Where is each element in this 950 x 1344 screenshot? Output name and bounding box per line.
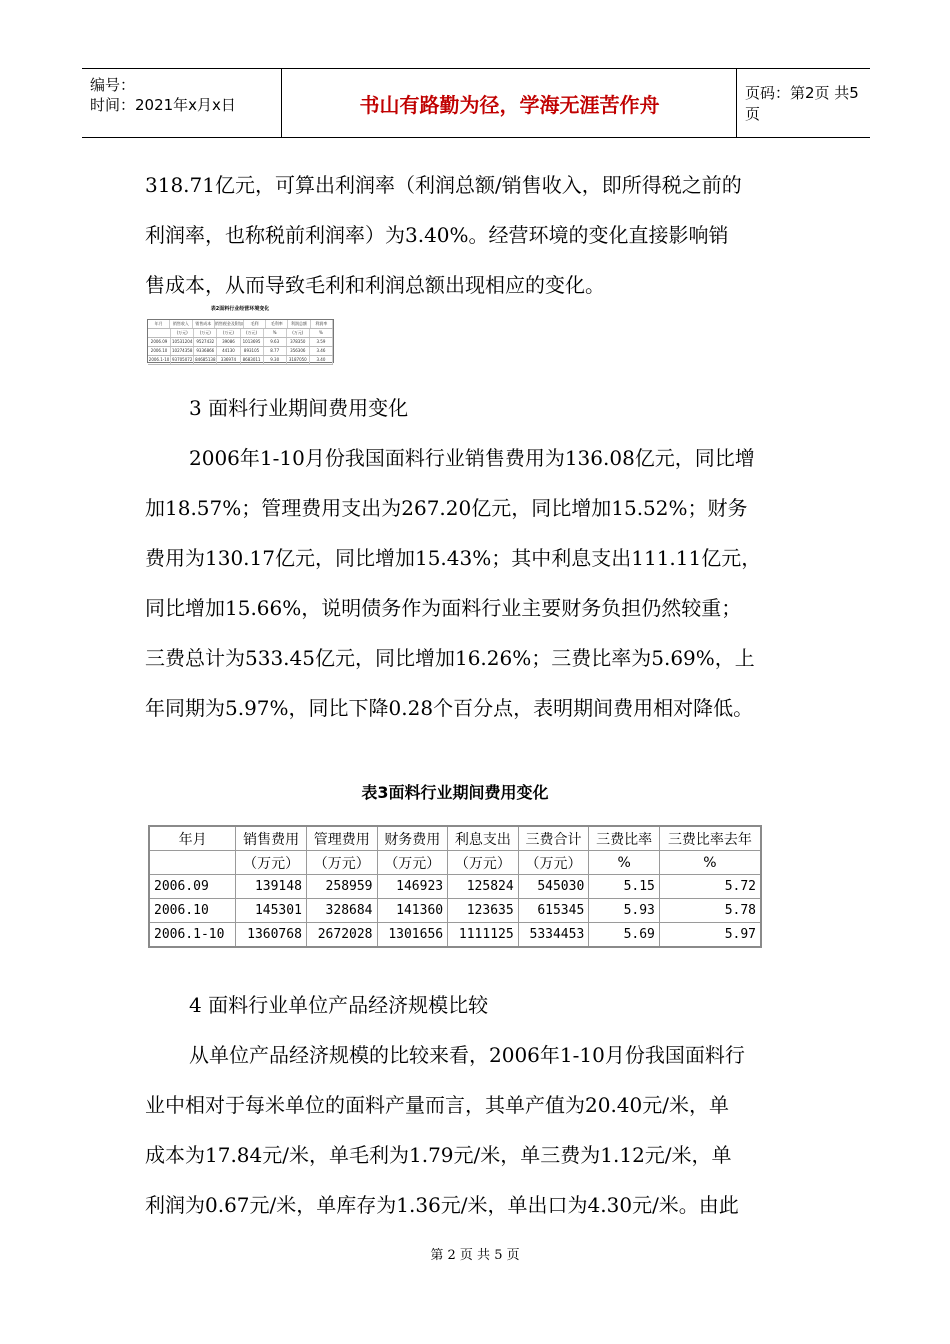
table2-cell: % (264, 329, 287, 337)
table2-title: 表2面料行业经营环境变化 (210, 306, 270, 312)
text-line: 年同期为5.97%，同比下降0.28个百分点，表明期间费用相对降低。 (145, 696, 754, 720)
table2-cell: 336974 (217, 356, 240, 364)
table3-cell: 2006.1-10 (149, 923, 236, 948)
table2-row (148, 356, 333, 365)
table2-cell: 39086 (217, 338, 240, 346)
table2-cell: 3187050 (287, 356, 310, 364)
table3-header-cell: 管理费用 (306, 826, 377, 851)
table2-cell: 利润总额 (288, 320, 310, 328)
table3-cell: 5.78 (659, 899, 761, 923)
table2-cell: 9336866 (194, 347, 217, 355)
table2-cell: 年月 (148, 320, 170, 328)
table2-cell: 1013695 (241, 338, 264, 346)
text-line: 同比增加15.66%，说明债务作为面料行业主要财务负担仍然较重； (145, 596, 742, 620)
table2-cell: (万元) (194, 329, 217, 337)
table2-cell: 2006.1-10 (148, 357, 170, 362)
table3-cell: 5.72 (659, 875, 761, 899)
table3-cell: 145301 (236, 899, 307, 923)
table3-title: 表3面料行业期间费用变化 (361, 783, 549, 802)
table2-grid (147, 319, 334, 363)
table3-cell: 139148 (236, 875, 307, 899)
table2-row (148, 347, 333, 356)
text-line: 318.71亿元，可算出利润率（利润总额/销售收入，即所得税之前的 (145, 173, 742, 197)
text-line: 三费总计为533.45亿元，同比增加16.26%；三费比率为5.69%，上 (145, 646, 755, 670)
time-label: 时间：2021年x月x日 (90, 96, 236, 114)
table2-cell: 378350 (287, 338, 310, 346)
table2-cell: 3.59 (310, 338, 333, 346)
table3-unit-cell: （万元） (448, 851, 519, 875)
table2-cell: 销售税金及附加 (214, 321, 243, 326)
table2-row (148, 320, 333, 329)
table3-cell: 258959 (306, 875, 377, 899)
table3-cell: 5.97 (659, 923, 761, 948)
text-line: 2006年1-10月份我国面料行业销售费用为136.08亿元，同比增 (189, 446, 755, 470)
table2-cell: 2006.10 (148, 347, 171, 355)
table-row (149, 875, 761, 899)
table2-cell: 利润率 (311, 320, 333, 328)
table3-cell: 2006.09 (149, 875, 236, 899)
table2-thumbnail (145, 305, 335, 363)
table3-header-cell: 利息支出 (448, 826, 519, 851)
text-line: 加18.57%；管理费用支出为267.20亿元，同比增加15.52%；财务 (145, 496, 748, 520)
table3-cell: 5.15 (589, 875, 660, 899)
table3-cell: 5.69 (589, 923, 660, 948)
table3-header-cell: 年月 (149, 826, 236, 851)
table2-cell: 9.63 (264, 338, 287, 346)
table3-cell: 2672028 (306, 923, 377, 948)
table2-cell: 销售成本 (193, 320, 215, 328)
table2-cell: 销售收入 (170, 320, 192, 328)
text-line: 售成本，从而导致毛利和利润总额出现相应的变化。 (145, 273, 605, 297)
table3-unit-cell (149, 851, 236, 875)
table3 (148, 825, 762, 948)
table2-cell: (万元) (241, 329, 264, 337)
header-page-code: 页码：第2页 共5页 (745, 84, 859, 123)
table3-header-row (149, 826, 761, 851)
table3-cell: 1301656 (377, 923, 448, 948)
table2-cell: 84685138 (195, 357, 216, 362)
text-line: 利润率，也称税前利润率）为3.40%。经营环境的变化直接影响销 (145, 223, 729, 247)
table3-cell: 123635 (448, 899, 519, 923)
table3-unit-cell: （万元） (306, 851, 377, 875)
table2-cell: 44130 (217, 347, 240, 355)
table2-cell: 356306 (287, 347, 310, 355)
table2-cell: (万元) (217, 329, 240, 337)
table-row (149, 899, 761, 923)
table3-header-cell: 销售费用 (236, 826, 307, 851)
intro-paragraph (145, 160, 805, 310)
table2-cell: 毛利 (244, 320, 266, 328)
table3-header-cell: 三费比率去年 (659, 826, 761, 851)
table2-cell: 8683011 (241, 356, 264, 364)
section4 (145, 980, 805, 1230)
table2-cell: (万元) (171, 329, 194, 337)
table3-cell: 146923 (377, 875, 448, 899)
table2-cell: 2006.09 (148, 338, 171, 346)
table2-cell: 93705072 (172, 357, 193, 362)
table2-row (148, 329, 333, 338)
table3-unit-cell: % (589, 851, 660, 875)
table2-cell (148, 329, 171, 337)
header-motto: 书山有路勤为径，学海无涯苦作舟 (283, 69, 737, 137)
header-info (82, 69, 282, 137)
table2-row (148, 338, 333, 347)
table3-cell: 5.93 (589, 899, 660, 923)
text-line: 从单位产品经济规模的比较来看，2006年1-10月份我国面料行 (189, 1043, 745, 1067)
table3-cell: 1360768 (236, 923, 307, 948)
table3-unit-cell: （万元） (518, 851, 589, 875)
text-line: 利润为0.67元/米，单库存为1.36元/米，单出口为4.30元/米。由此 (145, 1193, 739, 1217)
table3-header-cell: 三费比率 (589, 826, 660, 851)
table-row (149, 923, 761, 948)
table3-header-cell: 财务费用 (377, 826, 448, 851)
table3-unit-cell: （万元） (377, 851, 448, 875)
table2-cell: % (310, 329, 333, 337)
table2-cell: 9527432 (194, 338, 217, 346)
table2-cell: (万元) (287, 329, 310, 337)
code-label: 编号： (90, 76, 136, 94)
table2-cell: 893105 (241, 347, 264, 355)
section4-heading: 4 面料行业单位产品经济规模比较 (189, 993, 489, 1017)
table2-cell: 毛利率 (266, 320, 288, 328)
table2-cell: 10531204 (172, 339, 193, 344)
table3-unit-cell: （万元） (236, 851, 307, 875)
table3-cell: 5334453 (518, 923, 589, 948)
table2-cell: 10274358 (172, 348, 193, 353)
table3-cell: 141360 (377, 899, 448, 923)
table3-cell: 1111125 (448, 923, 519, 948)
text-line: 业中相对于每米单位的面料产量而言，其单产值为20.40元/米，单 (145, 1093, 729, 1117)
table3-header-cell: 三费合计 (518, 826, 589, 851)
table3-cell: 545030 (518, 875, 589, 899)
table2-cell: 3.46 (310, 347, 333, 355)
table3-cell: 2006.10 (149, 899, 236, 923)
table2-cell: 3.40 (310, 356, 333, 364)
table3-units-row (149, 851, 761, 875)
table3-unit-cell: % (659, 851, 761, 875)
section3 (145, 383, 805, 733)
table2-cell: 9.30 (264, 356, 287, 364)
text-line: 成本为17.84元/米，单毛利为1.79元/米，单三费为1.12元/米，单 (145, 1143, 732, 1167)
table3-cell: 615345 (518, 899, 589, 923)
text-line: 费用为130.17亿元，同比增加15.43%；其中利息支出111.11亿元， (145, 546, 762, 570)
page-header (82, 68, 870, 138)
table2-cell: 8.77 (264, 347, 287, 355)
section3-heading: 3 面料行业期间费用变化 (189, 396, 409, 420)
page-footer: 第 2 页 共 5 页 (430, 1248, 520, 1263)
table3-cell: 328684 (306, 899, 377, 923)
table3-cell: 125824 (448, 875, 519, 899)
